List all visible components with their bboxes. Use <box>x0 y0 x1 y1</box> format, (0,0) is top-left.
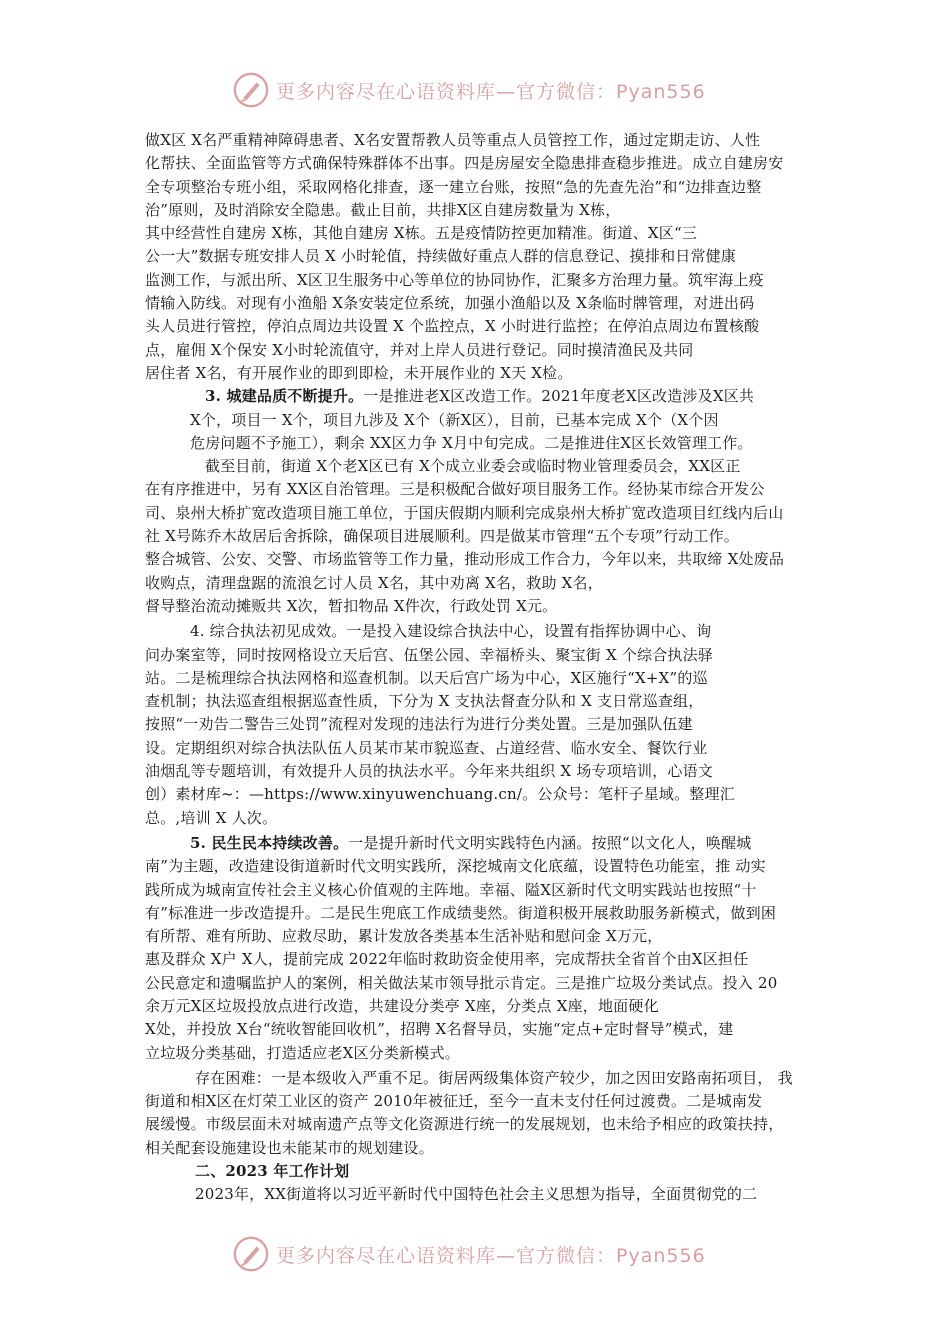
watermark-banner-top <box>0 68 950 112</box>
text-line: 立垃圾分类基础，打造适应老X区分类新模式。 <box>145 1043 460 1062</box>
text-line: 惠及群众 X户 X人，提前完成 2022年临时救助资金使用率，完成帮扶全省首个由X区担任 <box>145 950 749 969</box>
text-line: X处，并投放 X台“统收智能回收机”，招聘 X名督导员，实施“定点+定时督导”模式，建 <box>145 1020 734 1039</box>
text-line: 收购点，清理盘踞的流浪乞讨人员 X名，其中劝离 X名，救助 X名， <box>145 573 603 592</box>
section-two-plan <box>145 1160 813 1207</box>
text-line: 2023年，XX街道将以习近平新时代中国特色社会主义思想为指导，全面贯彻党的二 <box>195 1185 758 1204</box>
text-line: 化帮扶、全面监管等方式确保特殊群体不出事。四是房屋安全隐患排查稳步推进。成立自建房安 <box>145 154 784 173</box>
text-line: 全专项整治专班小组，采取网格化排查，逐一建立台账，按照“急的先查先治”和“边排查边整 <box>145 177 762 196</box>
text-line: 创）素材库~：—https://www.xinyuwenchuang.cn/。公众号：笔杆子星域。整理汇 <box>145 785 735 804</box>
document-body <box>145 129 813 1207</box>
text-line: 头人员进行管控，停泊点周边共设置 X 个监控点，X 小时进行监控；在停泊点周边布置核酸 <box>145 317 760 336</box>
text-line: 南”为主题，改造建设街道新时代文明实践所，深挖城南文化底蕴，设置特色功能室，推 动实 <box>145 857 766 876</box>
watermark-banner-bottom <box>0 1232 950 1276</box>
watermark-text: 更多内容尽在心语资料库—官方微信：Pyan556 <box>276 1244 706 1267</box>
text-line: 危房问题不予施工），剩余 XX区力争 X月中旬完成。二是推进住X区长效管理工作。 <box>190 433 753 452</box>
text-line: 按照“一劝告二警告三处罚”流程对发现的违法行为进行分类处置。三是加强队伍建 <box>145 715 693 734</box>
text-line: 社 X号陈乔木故居后舍拆除，确保项目进展顺利。四是做某市管理“五个专项”行动工作。 <box>145 527 739 546</box>
text-line: 监测工作，与派出所、X区卫生服务中心等单位的协同协作，汇聚多方治理力量。筑牢海上疫 <box>145 270 764 289</box>
pen-writing-icon <box>232 71 270 109</box>
text-line: 总。,培训 X 人次。 <box>145 808 278 827</box>
text-line: 治”原则，及时消除安全隐患。截止目前，共排X区自建房数量为 X栋， <box>145 200 621 219</box>
text-line: 站。二是梳理综合执法网格和巡查机制。以天后宫广场为中心，X区施行“X+X”的巡 <box>145 668 708 687</box>
text-line: 4. 综合执法初见成效。一是投入建设综合执法中心，设置有指挥协调中心、询 <box>190 622 712 641</box>
difficulties-paragraph <box>145 1067 813 1160</box>
text-line: 截至目前，街道 X个老X区已有 X个成立业委会或临时物业管理委员会，XX区正 <box>205 457 741 476</box>
text-line: 做X区 X名严重精神障碍患者、X名安置帮教人员等重点人员管控工作，通过定期走访、人性 <box>145 131 761 149</box>
text-line: 余万元X区垃圾投放点进行改造，共建设分类亭 X座，分类点 X座，地面硬化 <box>145 996 659 1015</box>
section-4-law-enforcement <box>145 620 813 830</box>
text-line: 公一大”数据专班安排人员 X 小时轮值，持续做好重点人群的信息登记、摸排和日常健康 <box>145 247 737 266</box>
text-line <box>145 832 813 855</box>
text-line: 整合城管、公安、交警、市场监管等工作力量，推动形成工作合力，今年以来，共取缔 X处废品 <box>145 550 785 569</box>
text-line: 情输入防线。对现有小渔船 X条安装定位系统，加强小渔船以及 X条临时牌管理，对进出码 <box>145 294 755 313</box>
watermark-text: 更多内容尽在心语资料库—官方微信：Pyan556 <box>276 80 706 103</box>
text-line: 居住者 X名，有开展作业的即到即检，未开展作业的 X天 X检。 <box>145 363 573 382</box>
text-line: 践所成为城南宣传社会主义核心价值观的主阵地。幸福、隘X区新时代文明实践站也按照“十 <box>145 880 757 899</box>
text-line: 在有序推进中，另有 XX区自治管理。三是积极配合做好项目服务工作。经协某市综合开发公 <box>145 480 765 499</box>
text-line: 点，雇佣 X个保安 X小时轮流值守，并对上岸人员进行登记。同时摸清渔民及共同 <box>145 340 694 359</box>
text-line: 公民意定和遗嘱监护人的案例，相关做法某市领导批示肯定。三是推广垃圾分类试点。投入 20 <box>145 973 778 992</box>
text-line: 展缓慢。市级层面未对城南遗产点等文化资源进行统一的发展规划，也未给予相应的政策扶持， <box>145 1115 784 1134</box>
text-line: 街道和相X区在灯荣工业区的资产 2010年被征迁，至今一直未支付任何过渡费。二是城南发 <box>145 1092 763 1111</box>
text-line: X个，项目一 X个，项目九涉及 X个（新X区），目前，已基本完成 X个（X个因 <box>190 410 719 429</box>
section-heading: 二、2023 年工作计划 <box>195 1162 350 1181</box>
pen-writing-icon <box>232 1235 270 1273</box>
text-line <box>145 385 813 408</box>
text-line: 油烟乱等专题培训，有效提升人员的执法水平。今年来共组织 X 场专项培训，心语文 <box>145 762 714 781</box>
text-line: 相关配套设施建设也未能某市的规划建设。 <box>145 1138 434 1157</box>
section-3-heading: 3. 城建品质不断提升。 <box>205 387 364 406</box>
section-3-line: 一是推进老X区改造工作。2021年度老X区改造涉及X区共 <box>363 387 755 406</box>
text-line: 设。定期组织对综合执法队伍人员某市某市貌巡查、占道经营、临水安全、餐饮行业 <box>145 738 708 757</box>
text-line: 问办案室等，同时按网格设立天后宫、伍堡公园、幸福桥头、聚宝街 X 个综合执法驿 <box>145 645 714 664</box>
section-5-line: 一是提升新时代文明实践特色内涵。按照“以文化人，唤醒城 <box>348 833 752 852</box>
text-line: 查机制；执法巡查组根据巡查性质，下分为 X 支执法督查分队和 X 支日常巡查组， <box>145 692 704 711</box>
text-line: 有所帮、难有所助、应救尽助，累计发放各类基本生活补贴和慰问金 X万元， <box>145 927 663 946</box>
section-5-livelihood <box>145 832 813 1065</box>
section-5-heading: 5. 民生民本持续改善。 <box>190 833 349 852</box>
text-line: 其中经营性自建房 X栋，其他自建房 X栋。五是疫情防控更加精准。街道、X区“三 <box>145 224 698 243</box>
text-line: 司、泉州大桥扩宽改造项目施工单位，于国庆假期内顺利完成泉州大桥扩宽改造项目红线内后山 <box>145 503 784 522</box>
text-line: 存在困难：一是本级收入严重不足。街居两级集体资产较少，加之因田安路南拓项目， 我 <box>195 1068 793 1087</box>
text-line: 有”标准进一步改造提升。二是民生兜底工作成绩斐然。街道积极开展救助服务新模式，做到困 <box>145 903 777 922</box>
text-line: 督导整治流动摊贩共 X次，暂扣物品 X件次，行政处罚 X元。 <box>145 596 558 615</box>
section-3-urban-construction <box>145 385 813 618</box>
paragraph-safety <box>145 129 813 385</box>
